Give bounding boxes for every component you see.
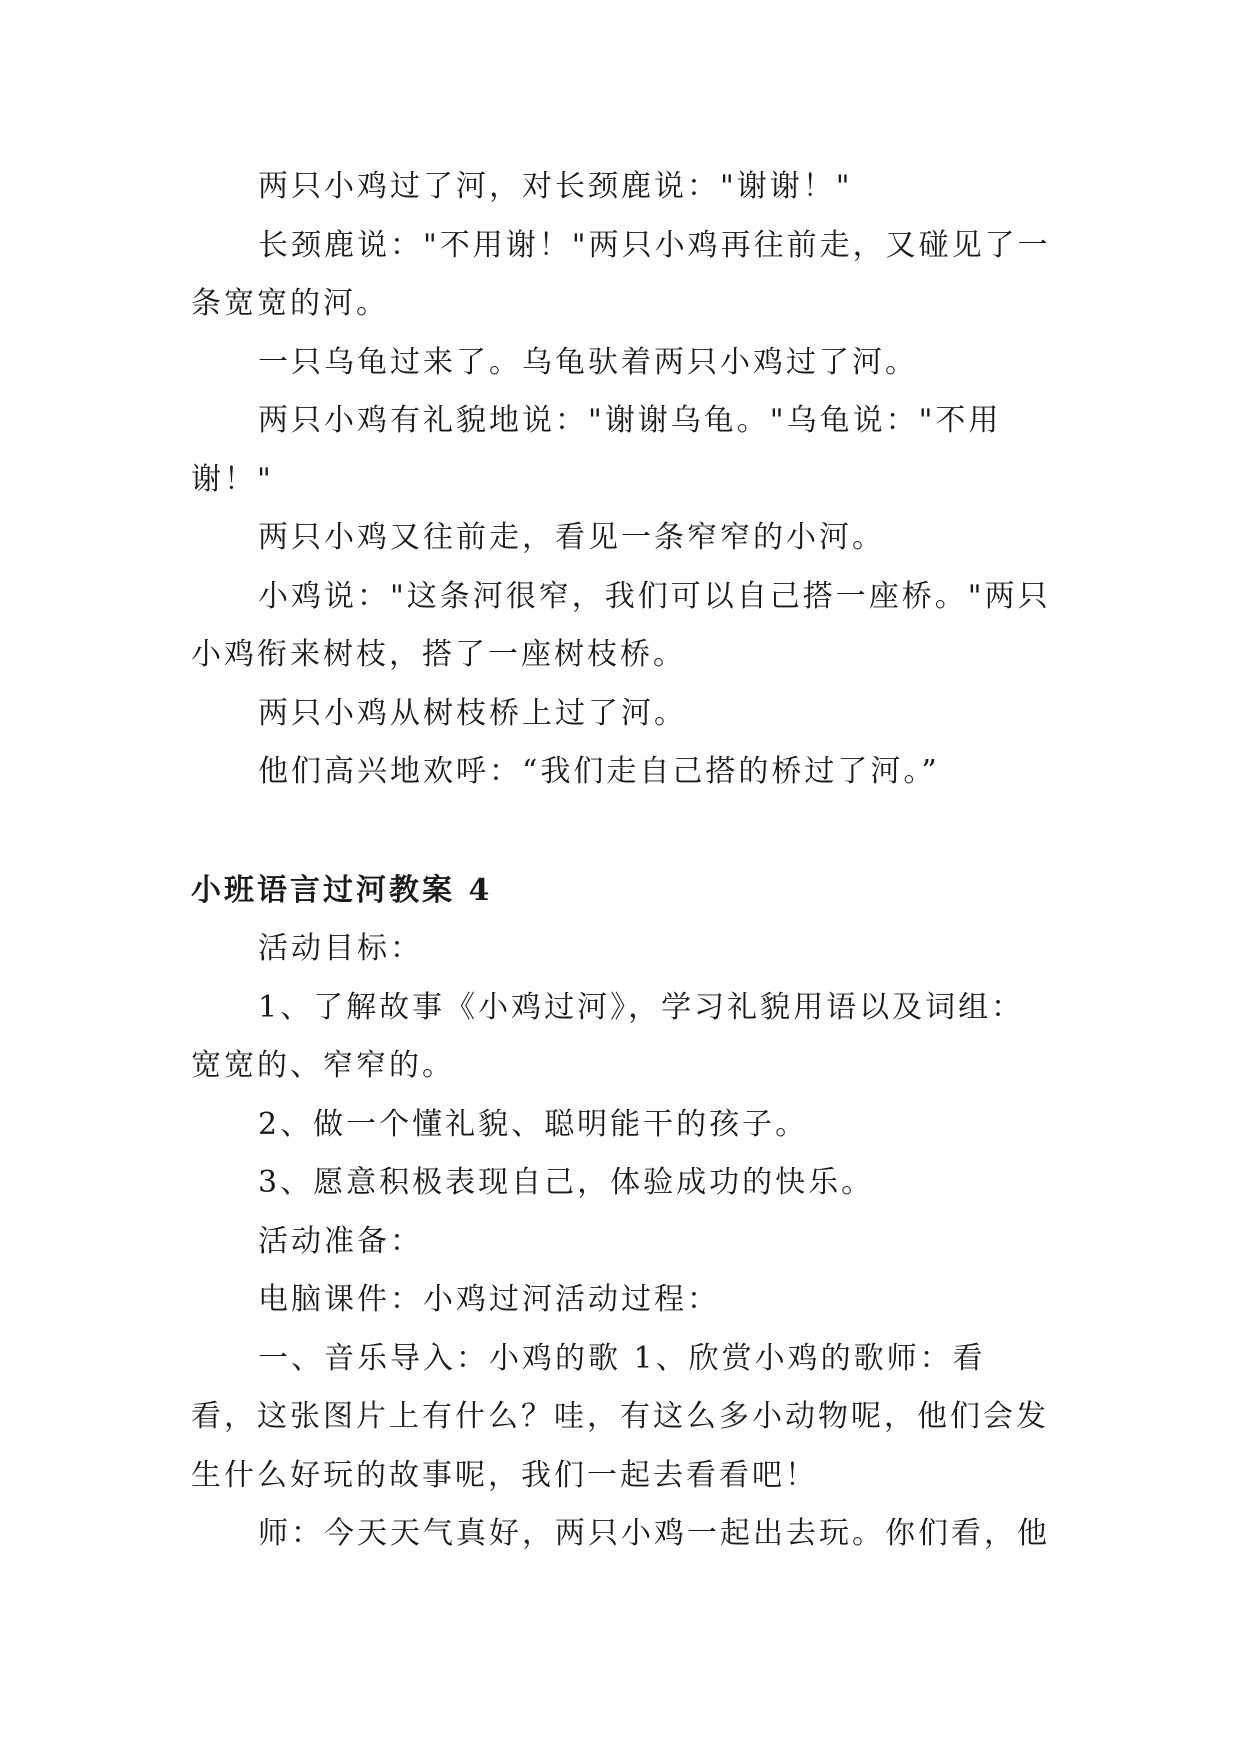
story-paragraph: 两只小鸡又往前走，看见一条窄窄的小河。	[258, 520, 885, 555]
story-paragraph: 两只小鸡有礼貌地说："谢谢乌龟。"乌龟说："不用谢！"	[191, 403, 1002, 497]
story-paragraph: 两只小鸡过了河，对长颈鹿说："谢谢！"	[258, 169, 853, 204]
story-section	[191, 158, 1051, 802]
story-paragraph: 长颈鹿说："不用谢！"两只小鸡再往前走，又碰见了一条宽宽的河。	[191, 227, 1051, 321]
lesson-paragraph: 活动目标：	[258, 931, 423, 966]
lesson-paragraph: 一、音乐导入：小鸡的歌 1、欣赏小鸡的歌师：看看，这张图片上有什么？哇，有这么多小动物呢，他们会发生什么好玩的故事呢，我们一起去看看吧！	[191, 1340, 1049, 1493]
lesson-paragraph: 2、做一个懂礼貌、聪明能干的孩子。	[258, 1106, 809, 1142]
section-spacer	[191, 802, 1051, 862]
story-paragraph: 一只乌龟过来了。乌龟驮着两只小鸡过了河。	[258, 344, 918, 380]
lesson-title: 小班语言过河教案 4	[191, 872, 493, 908]
lesson-paragraph: 师：今天天气真好，两只小鸡一起出去玩。你们看，他	[258, 1516, 1050, 1551]
story-paragraph: 他们高兴地欢呼：“我们走自己搭的桥过了河。”	[258, 754, 940, 789]
lesson-section	[191, 862, 1051, 1564]
lesson-paragraph: 电脑课件：小鸡过河活动过程：	[258, 1282, 720, 1317]
lesson-paragraph: 3、愿意积极表现自己，体验成功的快乐。	[258, 1165, 875, 1200]
story-paragraph: 小鸡说："这条河很窄，我们可以自己搭一座桥。"两只小鸡衔来树枝，搭了一座树枝桥。	[191, 578, 1051, 672]
document-page	[191, 158, 1051, 1564]
story-paragraph: 两只小鸡从树枝桥上过了河。	[258, 695, 687, 731]
lesson-paragraph: 1、了解故事《小鸡过河》，学习礼貌用语以及词组：宽宽的、窄窄的。	[191, 989, 1025, 1083]
lesson-paragraph: 活动准备：	[258, 1223, 423, 1259]
